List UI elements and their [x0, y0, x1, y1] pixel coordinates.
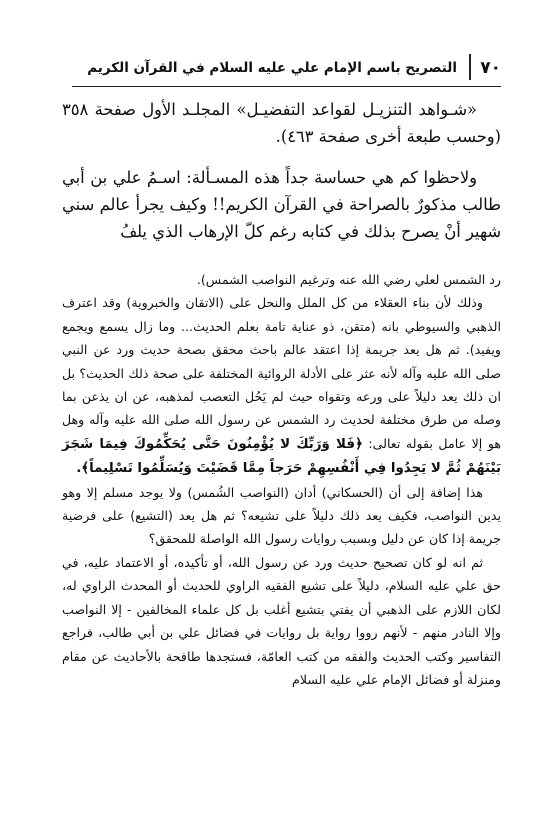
running-header: [72, 52, 501, 87]
footnotes: [62, 268, 501, 691]
footnote-paragraph-2: [62, 291, 501, 480]
footnote-paragraph-1: رد الشمس لعلي رضي الله عنه وترغيم النواصب الشمس).: [196, 272, 501, 287]
header-divider: [469, 54, 471, 80]
quran-verse: ﴿فَلا وَرَبِّكَ لا يُؤْمِنُونَ حَتَّى يُحَكِّمُوكَ فِيمَا شَجَرَ بَيْنَهُمْ ثُمَّ لا يَجِدُوا فِي أَنْفُسِهِمْ حَرَجاً مِمَّا قَضَيْتَ وَيُسَلِّمُوا تَسْلِيماً﴾.: [62, 436, 501, 477]
footnote-paragraph-4: ثم انه لو كان تصحيح حديث ورد عن رسول الله، أو تأكيده، أو الاعتماد عليه، في حق علي عليه السلام، دليلاً على تشيع الفقيه الراوي للحديث أو المحدث الراوي له، لكان اللازم على الذهبي أن يفتي بتشيع أغلب بل كل علماء المخالفين - إلا النواصب وإلا النادر منهم - لأنهم رووا رواية بل روايات في فضائل علي بن أبي طالب، فراجع التفاسير وكتب الحديث والفقه من كتب العامّة، فستجدها طافحة بالأحاديث عن مقام ومنزلة أو فضائل الإمام علي عليه السلام: [62, 554, 501, 687]
footnote-paragraph-3: هذا إضافة إلى أن (الحسكاني) أدان (النواصب الشُمس) ولا يوجد مسلم إلا وهو يدين النواصب، فكيف يعد ذلك دليلاً على تشيعه؟ ثم هل يعد (التشيع) على فرضية جريمة إذا كان عن دليل وبسبب روايات رسول الله الواصلة للمحقق؟: [62, 484, 501, 547]
page-number: ٧٠: [480, 58, 501, 78]
running-title: التصريح باسم الإمام علي عليه السلام في القرآن الكريم: [87, 60, 457, 76]
body-paragraph-1: «شـواهد التنزيـل لقواعد التفضيـل» المجلـد الأول صفحة ٣٥٨ (وحسب طبعة أخرى صفحة ٤٦٣).: [62, 100, 501, 146]
main-text: [62, 96, 501, 245]
footnote-paragraph-2-text: وذلك لأن بناء العقلاء من كل الملل والنحل على (الاتقان والخبروية) وقد اعترف الذهبي والسيوطي بانه (متقن، ذو عناية تامة بعلم الحديث... وما زال يسمع ويجمع ويفيد). ثم هل يعد جريمة إذا اعتقد عالم باحث محقق بصحة حديث ورد عن النبي صلى الله عليه وآله لأنه عثر على الأدلة الروائية المختلفة على صحة ذلك الحديث؟ بل ان ذلك يعد دليلاً على ورعه وتقواه حيث لم يَحُل التعصب لمذهبه، عن ان يذعن بما وصله من طرق مختلفة لحديث رد الشمس عن رسول الله صلى الله عليه وآله وهل هو إلا عامل بقوله تعالى:: [62, 295, 501, 451]
body-paragraph-2: ولاحظوا كم هي حساسة جداً هذه المسـألة: اسـمُ علي بن أبي طالب مذكورٌ بالصراحة في القرآن الكريم!! وكيف يجرأ عالم سني شهير أنْ يصرح بذلك في كتابه رغم كلّ الإرهاب الذي يلفُ: [62, 168, 501, 241]
